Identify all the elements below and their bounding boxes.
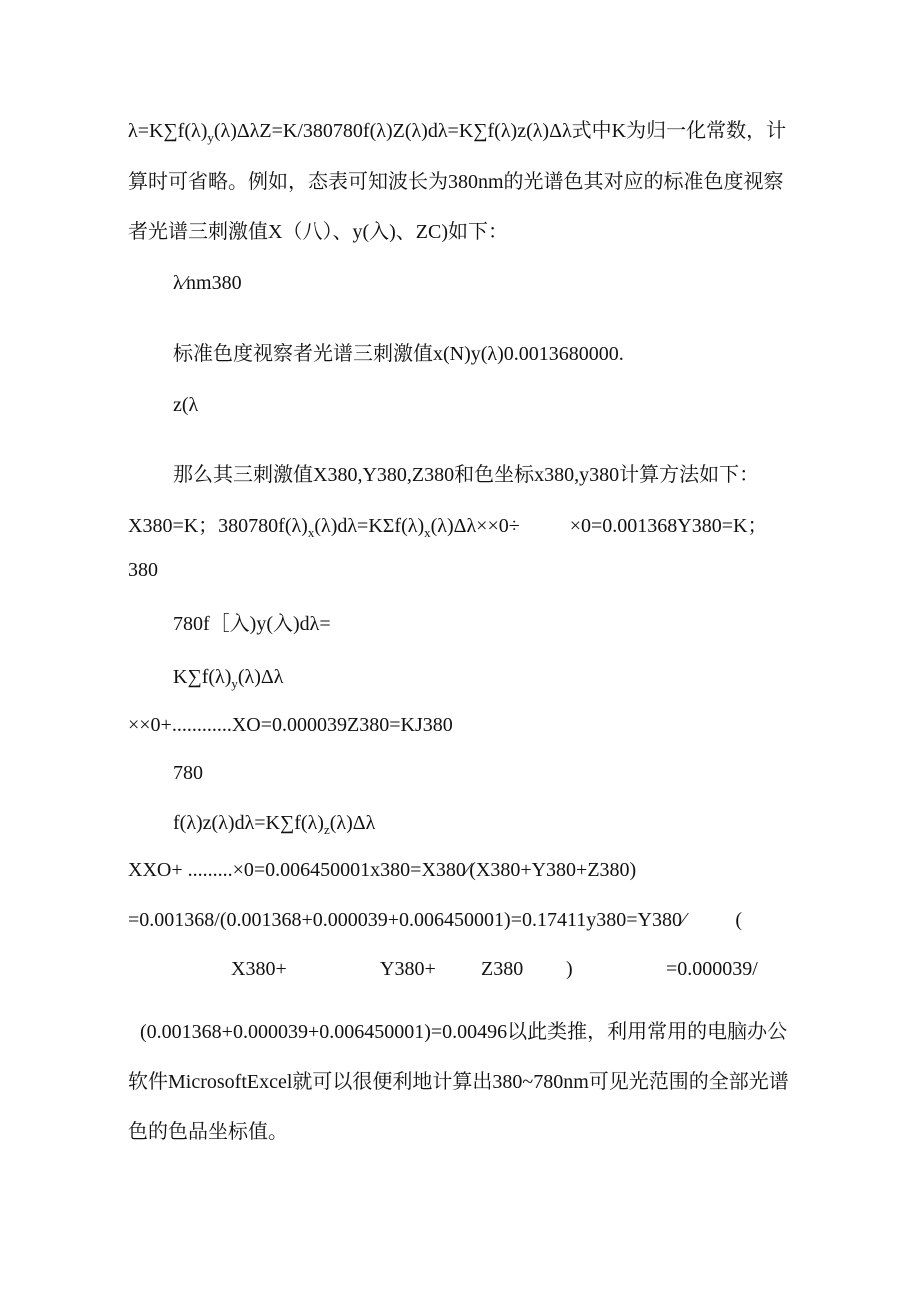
text-line: z(λ <box>173 394 199 416</box>
text-line <box>173 810 375 843</box>
formula-text: X380=K；380780f(λ) <box>128 515 308 537</box>
text-line: 380 <box>128 559 158 581</box>
text-line: XXO+ .........×0=0.006450001x380=X380⁄(X380+Y380+Z380) <box>128 859 637 881</box>
subscript: x <box>307 525 315 540</box>
formula-part: Y380+ <box>380 958 436 980</box>
text-line: 780 <box>173 762 203 784</box>
text-line: 标准色度视察者光谱三刺激值x(N)y(λ)0.0013680000. <box>173 343 624 365</box>
formula-text: (λ)Δλ××0÷ ×0=0.001368Y380=K； <box>430 515 768 537</box>
text-line <box>173 664 283 697</box>
text-line: 者光谱三刺激值X（八）、y(入)、ZC)如下： <box>128 221 508 243</box>
formula-text: (λ)ΔλZ=K/380780f(λ)Z(λ)dλ=K∑f(λ)z(λ)Δλ式中K为归一化常数，计 <box>213 120 787 142</box>
formula-part: X380+ <box>231 958 287 980</box>
formula-text: f(λ)z(λ)dλ=K∑f(λ) <box>173 812 324 834</box>
formula-part: =0.000039/ <box>666 958 758 980</box>
text-line: (0.001368+0.000039+0.006450001)=0.00496以此类推，利用常用的电脑办公 <box>140 1021 788 1043</box>
text-line: 780f［入)y(入)dλ= <box>173 613 331 635</box>
subscript: z <box>323 822 330 837</box>
text-line <box>128 513 767 546</box>
formula-text: (λ)Δλ <box>237 666 284 688</box>
formula-text: λ=K∑f(λ) <box>128 120 208 142</box>
text-line: 色的色品坐标值。 <box>128 1121 288 1143</box>
text-line: λ⁄nm380 <box>173 272 242 294</box>
formula-text: (λ)Δλ <box>329 812 376 834</box>
subscript: x <box>424 525 431 540</box>
text-line: ××0+............XO=0.000039Z380=KJ380 <box>128 714 453 736</box>
text-line: 那么其三刺激值X380,Y380,Z380和色坐标x380,y380计算方法如下： <box>173 464 760 486</box>
formula-part: ) <box>566 958 573 980</box>
text-line <box>128 118 786 151</box>
text-line: 算时可省略。例如，态表可知波长为380nm的光谱色其对应的标准色度视察 <box>128 171 784 193</box>
subscript: y <box>207 130 214 145</box>
subscript: y <box>231 676 238 691</box>
formula-text: K∑f(λ) <box>173 666 232 688</box>
text-line: =0.001368/(0.001368+0.000039+0.006450001)=0.17411y380=Y380⁄ ( <box>128 909 742 931</box>
text-line: 软件MicrosoftExcel就可以很便利地计算出380~780nm可见光范围的全部光谱 <box>128 1071 789 1093</box>
formula-text: (λ)dλ=KΣf(λ) <box>314 515 425 537</box>
formula-part: Z380 <box>481 958 524 980</box>
